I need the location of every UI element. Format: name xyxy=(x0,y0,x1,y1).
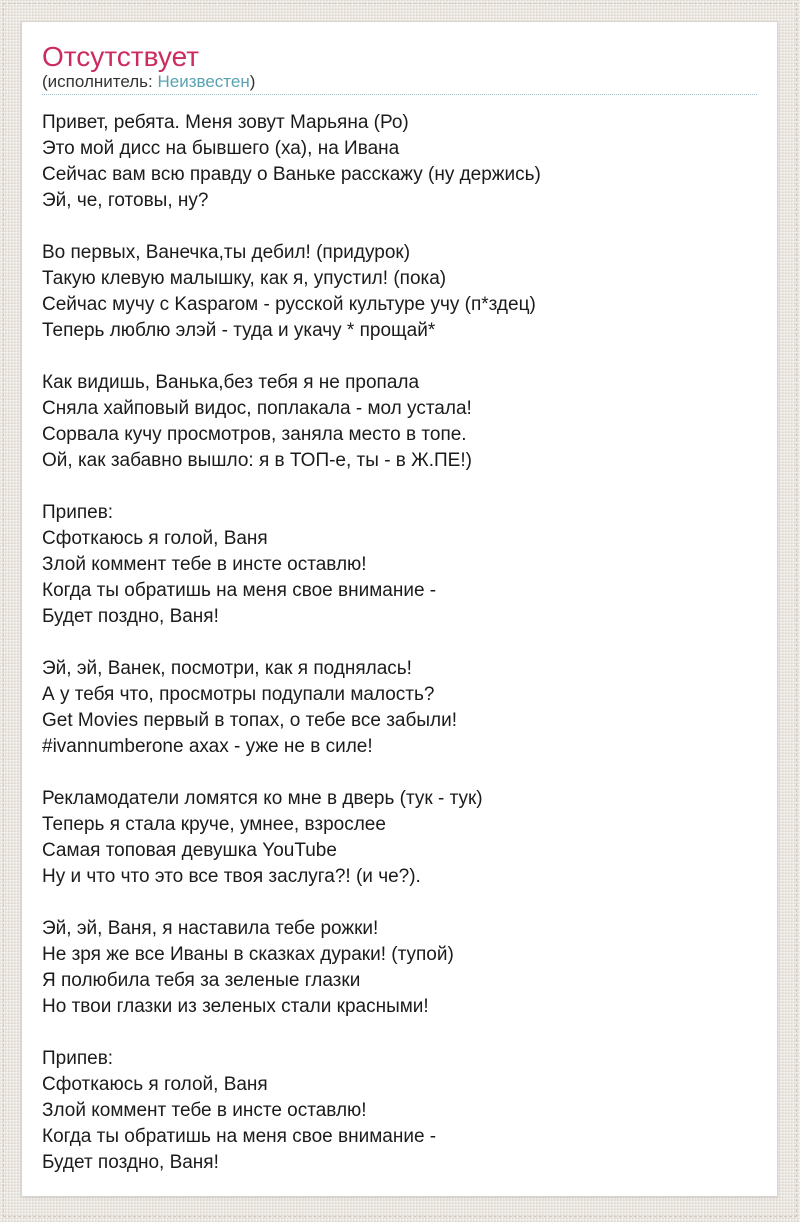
lyrics-line: А у тебя что, просмотры подупали малость? xyxy=(42,684,435,705)
stanza xyxy=(42,110,757,214)
song-title: Отсутствует xyxy=(42,41,200,72)
stanza xyxy=(42,370,757,474)
lyrics-line: Злой коммент тебе в инсте оставлю! xyxy=(42,554,367,575)
lyrics-line: Как видишь, Ванька,без тебя я не пропала xyxy=(42,372,420,393)
lyrics-line: Теперь я стала круче, умнее, взрослее xyxy=(42,814,386,835)
lyrics-line: Когда ты обратишь на меня свое внимание - xyxy=(42,580,437,601)
lyrics-line: Но твои глазки из зеленых стали красными! xyxy=(42,996,429,1017)
artist-prefix: (исполнитель: xyxy=(42,72,158,91)
lyrics-line: Во первых, Ванечка,ты дебил! (придурок) xyxy=(42,242,411,263)
lyrics-line: Такую клевую малышку, как я, упустил! (пока) xyxy=(42,268,447,289)
lyrics-line: Будет поздно, Ваня! xyxy=(42,1152,219,1173)
lyrics-line: Сейчас мучу с Kasparoм - русской культуре учу (п*здец) xyxy=(42,294,536,315)
lyrics-line: Сейчас вам всю правду о Ваньке расскажу (ну держись) xyxy=(42,164,541,185)
stanza xyxy=(42,1046,757,1176)
stanza xyxy=(42,500,757,630)
lyrics-line: Ой, как забавно вышло: я в ТОП-е, ты - в Ж.ПЕ!) xyxy=(42,450,472,471)
lyrics-line: Сорвала кучу просмотров, заняла место в топе. xyxy=(42,424,467,445)
lyrics-line: Будет поздно, Ваня! xyxy=(42,606,219,627)
artist-line xyxy=(42,72,757,95)
lyrics-line: Get Movies первый в топах, о тебе все забыли! xyxy=(42,710,457,731)
lyrics-line: Это мой дисс на бывшего (ха), на Ивана xyxy=(42,138,400,159)
lyrics-line: Рекламодатели ломятся ко мне в дверь (тук - тук) xyxy=(42,788,483,809)
lyrics-line: Эй, че, готовы, ну? xyxy=(42,190,209,211)
lyrics-line: Эй, эй, Ваня, я наставила тебе рожки! xyxy=(42,918,379,939)
stanza xyxy=(42,916,757,1020)
lyrics-line: Сняла хайповый видос, поплакала - мол устала! xyxy=(42,398,472,419)
stanza xyxy=(42,240,757,344)
lyrics-line: Ну и что что это все твоя заслуга?! (и че?). xyxy=(42,866,421,887)
lyrics-line: #ivannumberone ахах - уже не в силе! xyxy=(42,736,373,757)
lyrics-line: Сфоткаюсь я голой, Ваня xyxy=(42,528,268,549)
lyrics-card xyxy=(21,21,778,1197)
lyrics-line: Сфоткаюсь я голой, Ваня xyxy=(42,1074,268,1095)
lyrics-line: Эй, эй, Ванек, посмотри, как я поднялась! xyxy=(42,658,412,679)
stanza xyxy=(42,656,757,760)
song-header xyxy=(42,41,757,95)
lyrics-line: Привет, ребята. Меня зовут Марьяна (Ро) xyxy=(42,112,409,133)
artist-link[interactable]: Неизвестен xyxy=(157,72,250,91)
lyrics-line: Самая топовая девушка YouTube xyxy=(42,840,337,861)
artist-suffix: ) xyxy=(249,72,256,91)
lyrics-line: Припев: xyxy=(42,1048,114,1069)
lyrics-line: Злой коммент тебе в инсте оставлю! xyxy=(42,1100,367,1121)
lyrics-line: Припев: xyxy=(42,502,114,523)
lyrics-line: Теперь люблю элэй - туда и укачу * прощай* xyxy=(42,320,436,341)
stanza xyxy=(42,786,757,890)
lyrics-line: Не зря же все Иваны в сказках дураки! (тупой) xyxy=(42,944,454,965)
lyrics-line: Я полюбила тебя за зеленые глазки xyxy=(42,970,361,991)
lyrics-line: Когда ты обратишь на меня свое внимание - xyxy=(42,1126,437,1147)
lyrics-text xyxy=(42,110,757,1176)
